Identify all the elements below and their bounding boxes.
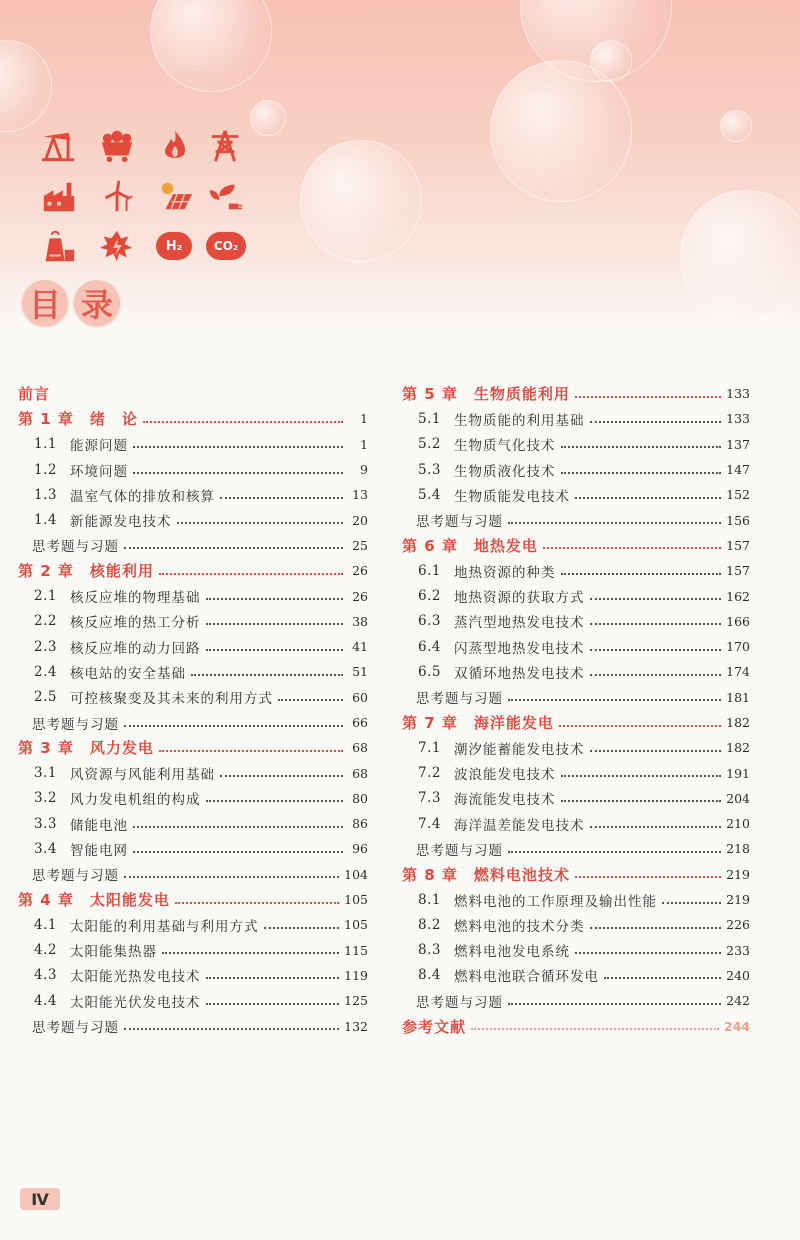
- decor-bubble: [680, 190, 800, 322]
- toc-chapter-title: 燃料电池技术: [473, 865, 570, 884]
- toc-section-entry[interactable]: [18, 938, 368, 963]
- toc-page-number: 119: [344, 967, 368, 983]
- toc-dot-leader: [561, 775, 722, 777]
- toc-page-number: 66: [352, 715, 368, 730]
- toc-dot-leader: [575, 497, 721, 499]
- toc-section-title: 风力发电机组的构成: [70, 792, 201, 809]
- toc-section-number: 6.5: [418, 663, 441, 680]
- toc-section-title: 核反应堆的热工分析: [70, 615, 201, 632]
- toc-page-number: 240: [726, 967, 750, 983]
- decor-bubble: [250, 100, 286, 136]
- toc-section-title: 生物质液化技术: [454, 463, 556, 480]
- toc-dot-leader: [220, 775, 343, 777]
- toc-section-entry[interactable]: [402, 938, 750, 963]
- flame-icon: [156, 128, 194, 164]
- toc-section-title: 燃料电池发电系统: [454, 944, 570, 961]
- toc-section-number: 5.4: [418, 486, 441, 503]
- toc-section-entry[interactable]: [402, 786, 750, 811]
- toc-dot-leader: [559, 725, 721, 727]
- toc-section-entry[interactable]: [402, 659, 750, 684]
- toc-section-title: 双循环地热发电技术: [454, 665, 585, 682]
- toc-section-title: 地热资源的获取方式: [454, 590, 585, 607]
- toc-dot-leader: [575, 876, 721, 878]
- toc-page-number: 86: [352, 816, 368, 832]
- toc-chapter-label: 第 7 章: [402, 714, 458, 732]
- toc-dot-leader: [561, 472, 722, 474]
- toc-page-number: 242: [726, 993, 750, 1009]
- factory-icon: [40, 178, 78, 214]
- toc-page-number: 96: [352, 841, 368, 857]
- toc-section-number: 2.2: [34, 613, 57, 630]
- toc-dot-leader: [561, 573, 722, 575]
- toc-page-number: 218: [726, 841, 750, 857]
- toc-chapter-label: 第 1 章: [18, 410, 74, 429]
- toc-dot-leader: [508, 851, 721, 853]
- toc-section-title: 环境问题: [70, 463, 128, 480]
- decor-bubble: [590, 40, 632, 82]
- toc-section-title: 燃料电池的工作原理及输出性能: [454, 893, 657, 910]
- toc-section-entry[interactable]: [18, 457, 368, 482]
- toc-section-entry[interactable]: [402, 457, 750, 482]
- toc-section-number: 8.3: [418, 942, 441, 959]
- toc-section-title: 能源问题: [70, 438, 128, 455]
- toc-dot-leader: [162, 952, 339, 954]
- toc-section-title: 太阳能光伏发电技术: [70, 994, 201, 1011]
- toc-page-number: 156: [726, 512, 750, 528]
- toc-exercise-title: 思考题与习题: [32, 716, 119, 733]
- toc-page-number: 174: [726, 664, 750, 680]
- toc-page-number: 147: [726, 462, 750, 478]
- toc-dot-leader: [604, 977, 721, 979]
- toc-exercise-entry[interactable]: [18, 1013, 368, 1038]
- toc-dot-leader: [508, 699, 721, 701]
- toc-dot-leader: [662, 902, 721, 904]
- toc-section-title: 生物质能发电技术: [454, 488, 570, 505]
- toc-exercise-title: 思考题与习题: [32, 868, 119, 885]
- toc-section-number: 5.1: [418, 410, 441, 427]
- h2-badge-icon: H₂: [156, 232, 192, 260]
- toc-chapter-label: 第 3 章: [18, 739, 74, 758]
- toc-dot-leader: [159, 750, 343, 752]
- toc-section-number: 5.2: [418, 436, 441, 453]
- toc-chapter-title: 核能利用: [89, 562, 154, 581]
- toc-page-number: 152: [726, 487, 750, 503]
- toc-section-entry[interactable]: [402, 912, 750, 937]
- toc-page-number: 133: [726, 386, 750, 402]
- toc-section-entry[interactable]: [18, 685, 368, 710]
- toc-dot-leader: [206, 649, 344, 651]
- toc-section-number: 7.4: [418, 815, 441, 832]
- toc-references-entry[interactable]: [402, 1013, 750, 1038]
- toc-page-number: 132: [344, 1018, 368, 1034]
- toc-section-entry[interactable]: [402, 760, 750, 785]
- toc-page-number: 13: [352, 487, 368, 503]
- toc-exercise-title: 思考题与习题: [416, 842, 503, 859]
- toc-references-title: 参考文献: [402, 1017, 467, 1036]
- toc-dot-leader: [590, 598, 722, 600]
- plant-plug-icon: [206, 178, 244, 214]
- toc-section-number: 3.4: [34, 840, 57, 857]
- toc-section-title: 燃料电池联合循环发电: [454, 969, 599, 986]
- toc-dot-leader: [561, 446, 722, 448]
- toc-page-number: 210: [726, 816, 750, 832]
- toc-section-title: 储能电池: [70, 817, 128, 834]
- toc-section-number: 1.4: [34, 512, 57, 529]
- toc-page-number: 68: [352, 765, 368, 781]
- toc-page-number: 170: [726, 639, 750, 655]
- toc-dot-leader: [278, 699, 343, 701]
- decor-bubble: [720, 110, 752, 142]
- toc-section-number: 1.1: [34, 436, 57, 453]
- toc-page-number: 226: [726, 917, 750, 933]
- toc-section-number: 8.4: [418, 967, 441, 984]
- toc-exercise-entry[interactable]: [402, 836, 750, 861]
- toc-page-number: 137: [726, 436, 750, 452]
- toc-dot-leader: [133, 851, 343, 853]
- toc-section-entry[interactable]: [18, 836, 368, 861]
- toc-exercise-entry[interactable]: [402, 507, 750, 532]
- toc-page-number: 219: [726, 892, 750, 908]
- toc-section-number: 2.4: [34, 663, 57, 680]
- toc-exercise-title: 思考题与习题: [32, 1020, 119, 1037]
- toc-section-number: 8.2: [418, 916, 441, 933]
- decor-bubble: [150, 0, 272, 92]
- toc-dot-leader: [590, 649, 722, 651]
- toc-page-number: 26: [352, 563, 368, 579]
- toc-page-number: 1: [360, 411, 368, 427]
- toc-dot-leader: [124, 876, 339, 878]
- toc-exercise-title: 思考题与习题: [416, 691, 503, 708]
- coal-cart-icon: [98, 128, 136, 164]
- nuclear-plant-icon: [40, 228, 78, 264]
- toc-dot-leader: [561, 800, 722, 802]
- toc-section-entry[interactable]: [402, 558, 750, 583]
- toc-section-entry[interactable]: [18, 634, 368, 659]
- toc-section-title: 地热资源的种类: [454, 564, 556, 581]
- toc-dot-leader: [124, 1028, 339, 1030]
- toc-exercise-entry[interactable]: [402, 685, 750, 710]
- toc-section-title: 闪蒸型地热发电技术: [454, 640, 585, 657]
- toc-page-number: 20: [352, 512, 368, 528]
- toc-chapter-label: 第 4 章: [18, 891, 74, 910]
- toc-section-title: 风资源与风能利用基础: [70, 767, 215, 784]
- toc-dot-leader: [124, 725, 343, 727]
- toc-dot-leader: [133, 472, 343, 474]
- toc-section-entry[interactable]: [402, 432, 750, 457]
- toc-page-number: 233: [726, 942, 750, 958]
- toc-section-entry[interactable]: [18, 507, 368, 532]
- toc-section-number: 7.1: [418, 739, 441, 756]
- toc-chapter-entry[interactable]: [402, 381, 750, 406]
- toc-section-number: 2.1: [34, 588, 57, 605]
- toc-dot-leader: [471, 1028, 719, 1030]
- toc-page-number: 157: [726, 563, 750, 579]
- lightning-icon: [98, 228, 136, 264]
- toc-section-entry[interactable]: [402, 811, 750, 836]
- toc-page-number: 105: [344, 917, 368, 933]
- toc-dot-leader: [220, 497, 343, 499]
- toc-page-number: 157: [726, 537, 750, 553]
- toc-chapter-entry[interactable]: [18, 887, 368, 912]
- toc-section-title: 太阳能的利用基础与利用方式: [70, 918, 259, 935]
- toc-page-number: 105: [344, 892, 368, 908]
- page-title: [22, 280, 128, 328]
- toc-section-entry[interactable]: [18, 988, 368, 1013]
- toc-chapter-label: 第 8 章: [402, 865, 458, 884]
- toc-chapter-title: 地热发电: [473, 536, 538, 555]
- toc-section-number: 7.2: [418, 765, 441, 782]
- toc-page-number: 162: [726, 588, 750, 604]
- toc-page-number: 9: [360, 462, 368, 478]
- toc-section-entry[interactable]: [18, 659, 368, 684]
- toc-section-title: 温室气体的排放和核算: [70, 488, 215, 505]
- toc-section-title: 海洋温差能发电技术: [454, 817, 585, 834]
- toc-chapter-title: 风力发电: [89, 739, 154, 758]
- toc-dot-leader: [177, 522, 344, 524]
- toc-section-number: 7.3: [418, 790, 441, 807]
- toc-chapter-title: 太阳能发电: [89, 891, 170, 910]
- toc-dot-leader: [206, 623, 344, 625]
- toc-section-entry[interactable]: [18, 963, 368, 988]
- toc-section-entry[interactable]: [18, 786, 368, 811]
- toc-dot-leader: [133, 446, 343, 448]
- toc-page-number: 204: [726, 790, 750, 806]
- toc-dot-leader: [124, 547, 343, 549]
- toc-section-entry[interactable]: [402, 406, 750, 431]
- toc-page-number: 191: [726, 765, 750, 781]
- toc-page-number: 219: [726, 866, 750, 882]
- toc-section-number: 4.2: [34, 942, 57, 959]
- toc-chapter-entry[interactable]: [402, 533, 750, 558]
- toc-chapter-entry[interactable]: [18, 735, 368, 760]
- toc-chapter-label: 第 5 章: [402, 385, 458, 404]
- toc-chapter-title: 海洋能发电: [473, 714, 554, 732]
- oil-pump-icon: [40, 128, 78, 164]
- toc-dot-leader: [575, 952, 721, 954]
- toc-page-number: 104: [344, 866, 368, 882]
- page-title-char: 录: [74, 280, 120, 326]
- toc-page-number: 182: [726, 740, 750, 756]
- toc-section-number: 8.1: [418, 891, 441, 908]
- wind-turbine-icon: [98, 178, 136, 214]
- toc-dot-leader: [206, 1003, 340, 1005]
- toc-section-number: 1.3: [34, 486, 57, 503]
- toc-page-number: 60: [352, 689, 368, 705]
- toc-exercise-entry[interactable]: [402, 988, 750, 1013]
- toc-section-number: 4.4: [34, 992, 57, 1009]
- toc-dot-leader: [143, 421, 343, 423]
- toc-chapter-title: 绪 论: [89, 410, 138, 429]
- power-tower-icon: [206, 128, 244, 164]
- toc-page-number: 115: [344, 942, 368, 958]
- toc-section-entry[interactable]: [402, 583, 750, 608]
- toc-dot-leader: [575, 396, 721, 398]
- toc-section-number: 4.3: [34, 967, 57, 984]
- toc-exercise-entry[interactable]: [18, 862, 368, 887]
- toc-exercise-entry[interactable]: [18, 533, 368, 558]
- toc-section-title: 蒸汽型地热发电技术: [454, 615, 585, 632]
- toc-section-title: 新能源发电技术: [70, 514, 172, 531]
- toc-page-number: 181: [726, 689, 750, 705]
- toc-page-number: 41: [352, 639, 368, 655]
- toc-dot-leader: [543, 547, 721, 549]
- toc-section-number: 4.1: [34, 916, 57, 933]
- toc-section-number: 2.3: [34, 638, 57, 655]
- toc-front-entry[interactable]: [18, 381, 368, 406]
- toc-page-number: 166: [726, 613, 750, 629]
- toc-dot-leader: [206, 977, 340, 979]
- toc-dot-leader: [590, 826, 722, 828]
- toc-section-number: 3.3: [34, 815, 57, 832]
- toc-dot-leader: [175, 902, 339, 904]
- toc-dot-leader: [590, 674, 722, 676]
- toc-page-number: 25: [352, 537, 368, 553]
- toc-dot-leader: [508, 522, 721, 524]
- toc-page-number: 125: [344, 993, 368, 1009]
- toc-section-entry[interactable]: [18, 912, 368, 937]
- toc-section-entry[interactable]: [402, 963, 750, 988]
- toc-section-number: 6.4: [418, 638, 441, 655]
- toc-section-title: 海流能发电技术: [454, 792, 556, 809]
- toc-section-entry[interactable]: [402, 634, 750, 659]
- toc-section-number: 6.3: [418, 613, 441, 630]
- toc-page-number: 182: [726, 715, 750, 730]
- toc-section-title: 燃料电池的技术分类: [454, 918, 585, 935]
- toc-section-entry[interactable]: [402, 609, 750, 634]
- toc-dot-leader: [590, 750, 722, 752]
- toc-section-title: 太阳能光热发电技术: [70, 969, 201, 986]
- toc-section-entry[interactable]: [18, 609, 368, 634]
- toc-page-number: 80: [352, 790, 368, 806]
- decor-bubble: [0, 40, 52, 132]
- toc-exercise-title: 思考题与习题: [32, 539, 119, 556]
- toc-section-number: 6.2: [418, 588, 441, 605]
- toc-dot-leader: [590, 927, 722, 929]
- toc-section-number: 3.1: [34, 765, 57, 782]
- toc-section-entry[interactable]: [18, 811, 368, 836]
- toc-section-entry[interactable]: [18, 482, 368, 507]
- toc-section-title: 潮汐能蓄能发电技术: [454, 741, 585, 758]
- toc-section-title: 波浪能发电技术: [454, 767, 556, 784]
- toc-page-number: 68: [352, 740, 368, 756]
- toc-dot-leader: [159, 573, 343, 575]
- toc-section-number: 3.2: [34, 790, 57, 807]
- decor-bubble: [300, 140, 422, 262]
- co2-badge-icon: CO₂: [206, 232, 246, 260]
- toc-page-number: 244: [723, 1018, 750, 1034]
- toc-section-number: 6.1: [418, 562, 441, 579]
- toc-chapter-entry[interactable]: [18, 558, 368, 583]
- toc-dot-leader: [191, 674, 343, 676]
- toc-dot-leader: [206, 800, 344, 802]
- toc-section-entry[interactable]: [18, 760, 368, 785]
- toc-section-title: 智能电网: [70, 842, 128, 859]
- toc-section-entry[interactable]: [402, 887, 750, 912]
- toc-section-entry[interactable]: [402, 482, 750, 507]
- toc-chapter-title: 生物质能利用: [473, 385, 570, 404]
- toc-section-title: 核反应堆的物理基础: [70, 590, 201, 607]
- toc-section-number: 5.3: [418, 461, 441, 478]
- toc-section-number: 1.2: [34, 461, 57, 478]
- toc-section-number: 2.5: [34, 689, 57, 706]
- solar-panel-icon: [156, 178, 194, 214]
- toc-section-entry[interactable]: [18, 432, 368, 457]
- page-title-char: 目: [22, 280, 68, 326]
- toc-dot-leader: [264, 927, 340, 929]
- toc-section-title: 太阳能集热器: [70, 944, 157, 961]
- toc-chapter-label: 第 2 章: [18, 562, 74, 581]
- toc-front-title: 前言: [18, 385, 51, 404]
- toc-page-number: 26: [352, 588, 368, 604]
- toc-right-column: [402, 381, 750, 1039]
- toc-section-entry[interactable]: [18, 583, 368, 608]
- toc-page-number: 38: [352, 613, 368, 629]
- page-number: Ⅳ: [20, 1188, 60, 1210]
- toc-dot-leader: [590, 421, 722, 423]
- toc-section-entry[interactable]: [402, 735, 750, 760]
- toc-exercise-title: 思考题与习题: [416, 514, 503, 531]
- toc-page-number: 133: [726, 411, 750, 427]
- toc-page-number: 51: [352, 664, 368, 680]
- toc-section-title: 核反应堆的动力回路: [70, 640, 201, 657]
- toc-chapter-label: 第 6 章: [402, 536, 458, 555]
- toc-exercise-entry[interactable]: [18, 710, 368, 735]
- toc-page-number: 1: [360, 436, 368, 452]
- toc-section-title: 生物质能的利用基础: [454, 412, 585, 429]
- toc-chapter-entry[interactable]: [402, 862, 750, 887]
- toc-chapter-entry[interactable]: [402, 710, 750, 735]
- toc-section-title: 生物质气化技术: [454, 438, 556, 455]
- toc-dot-leader: [590, 623, 722, 625]
- toc-left-column: [18, 381, 368, 1039]
- toc-dot-leader: [133, 826, 343, 828]
- toc-chapter-entry[interactable]: [18, 406, 368, 431]
- toc-dot-leader: [508, 1003, 721, 1005]
- toc-section-title: 可控核聚变及其未来的利用方式: [70, 691, 273, 708]
- toc-section-title: 核电站的安全基础: [70, 665, 186, 682]
- toc-exercise-title: 思考题与习题: [416, 994, 503, 1011]
- toc-dot-leader: [206, 598, 344, 600]
